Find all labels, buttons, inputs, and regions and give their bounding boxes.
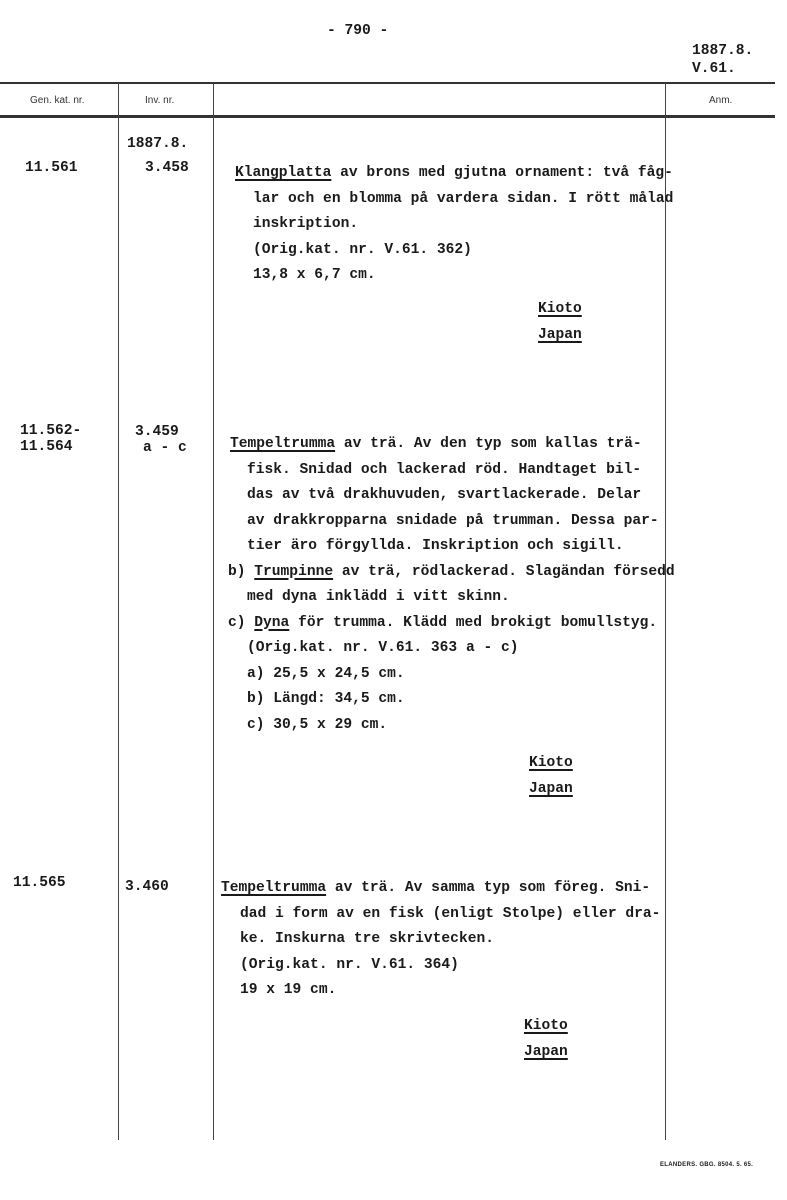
- gen-kat-nr: 11.564: [20, 439, 73, 455]
- description-line: [253, 243, 472, 258]
- place-city: [524, 1019, 568, 1034]
- sub-item-marker: b): [228, 563, 255, 580]
- description-text: dad i form av en fisk (enligt Stolpe) eller dra-: [240, 905, 661, 922]
- description-text: för trumma. Klädd med brokigt bomullstyg.: [289, 614, 658, 631]
- description-line: [240, 907, 660, 922]
- description-text: inskription.: [253, 216, 359, 232]
- object-term: Klangplatta: [235, 165, 332, 181]
- page-number: - 790 -: [327, 23, 389, 39]
- column-header-inv: Inv. nr.: [145, 95, 175, 106]
- description-line: [247, 463, 641, 478]
- column-divider: [665, 83, 666, 1140]
- inv-nr: 3.458: [145, 160, 189, 176]
- description-text: 19 x 19 cm.: [240, 982, 337, 998]
- printer-imprint: ELANDERS. GBG. 8504. 5. 65.: [660, 1162, 754, 1168]
- description-text: (Orig.kat. nr. V.61. 364): [240, 956, 459, 973]
- object-term: Dyna: [254, 614, 290, 631]
- inv-nr: 3.460: [125, 879, 169, 895]
- inv-nr: a - c: [143, 440, 187, 456]
- object-term: Trumpinne: [254, 563, 334, 580]
- description-line: [253, 217, 358, 232]
- description-text: das av två drakhuvuden, svartlackerade. Delar: [247, 487, 642, 503]
- description-line: [253, 192, 673, 207]
- header-ref-line1: 1887.8.: [692, 43, 754, 59]
- place-label: Kioto: [524, 1018, 568, 1034]
- description-text: fisk. Snidad och lackerad röd. Handtaget bil-: [247, 461, 642, 478]
- description-text: ke. Inskurna tre skrivtecken.: [240, 931, 494, 947]
- gen-kat-nr: 11.562-: [20, 423, 82, 439]
- place-label: Kioto: [538, 301, 582, 317]
- description-line: [235, 166, 673, 181]
- gen-kat-nr: 11.561: [25, 160, 78, 176]
- header-bottom-rule: [0, 115, 775, 118]
- description-text: a) 25,5 x 24,5 cm.: [247, 665, 405, 682]
- sub-item-marker: c): [228, 614, 255, 631]
- object-term: Tempeltrumma: [230, 436, 336, 452]
- description-line: [247, 667, 405, 682]
- description-line: [247, 514, 659, 529]
- column-header-anm: Anm.: [709, 95, 733, 106]
- inv-year: 1887.8.: [127, 136, 189, 152]
- description-line: [253, 268, 376, 283]
- description-line: [247, 539, 624, 554]
- description-line: [247, 718, 387, 733]
- description-text: av trä. Av samma typ som föreg. Sni-: [326, 880, 651, 896]
- description-text: med dyna inklädd i vitt skinn.: [247, 589, 510, 605]
- place-country: [524, 1045, 568, 1060]
- description-text: tier äro förgyllda. Inskription och sigill.: [247, 538, 624, 554]
- description-line: [228, 616, 657, 631]
- object-term: Tempeltrumma: [221, 880, 327, 896]
- description-line: [247, 692, 405, 707]
- description-text: (Orig.kat. nr. V.61. 363 a - c): [247, 640, 519, 656]
- inv-nr: 3.459: [135, 424, 179, 440]
- header-ref-line2: V.61.: [692, 61, 736, 77]
- description-line: [247, 641, 519, 656]
- column-header-gen: Gen. kat. nr.: [30, 95, 85, 106]
- table-top-rule: [0, 82, 775, 84]
- description-text: 13,8 x 6,7 cm.: [253, 267, 376, 283]
- description-line: [230, 437, 642, 452]
- place-label: Kioto: [529, 755, 573, 771]
- description-text: av drakkropparna snidade på trumman. Dessa par-: [247, 512, 659, 529]
- place-city: [538, 302, 582, 317]
- description-text: av trä. Av den typ som kallas trä-: [335, 436, 642, 452]
- column-divider: [213, 83, 214, 1140]
- description-line: [247, 488, 641, 503]
- place-label: Japan: [529, 781, 573, 797]
- description-line: [247, 590, 510, 605]
- description-text: (Orig.kat. nr. V.61. 362): [253, 241, 472, 258]
- description-line: [240, 932, 494, 947]
- place-city: [529, 756, 573, 771]
- description-text: b) Längd: 34,5 cm.: [247, 691, 405, 707]
- description-line: [221, 881, 650, 896]
- description-line: [228, 565, 675, 580]
- description-text: av trä, rödlackerad. Slagändan försedd: [333, 563, 675, 580]
- description-text: lar och en blomma på vardera sidan. I rött målad: [253, 190, 674, 207]
- gen-kat-nr: 11.565: [13, 875, 66, 891]
- column-divider: [118, 83, 119, 1140]
- description-line: [240, 983, 336, 998]
- place-label: Japan: [538, 327, 582, 343]
- place-country: [538, 328, 582, 343]
- place-label: Japan: [524, 1044, 568, 1060]
- description-text: c) 30,5 x 29 cm.: [247, 716, 388, 733]
- description-text: av brons med gjutna ornament: två fåg-: [331, 165, 673, 181]
- description-line: [240, 958, 459, 973]
- place-country: [529, 782, 573, 797]
